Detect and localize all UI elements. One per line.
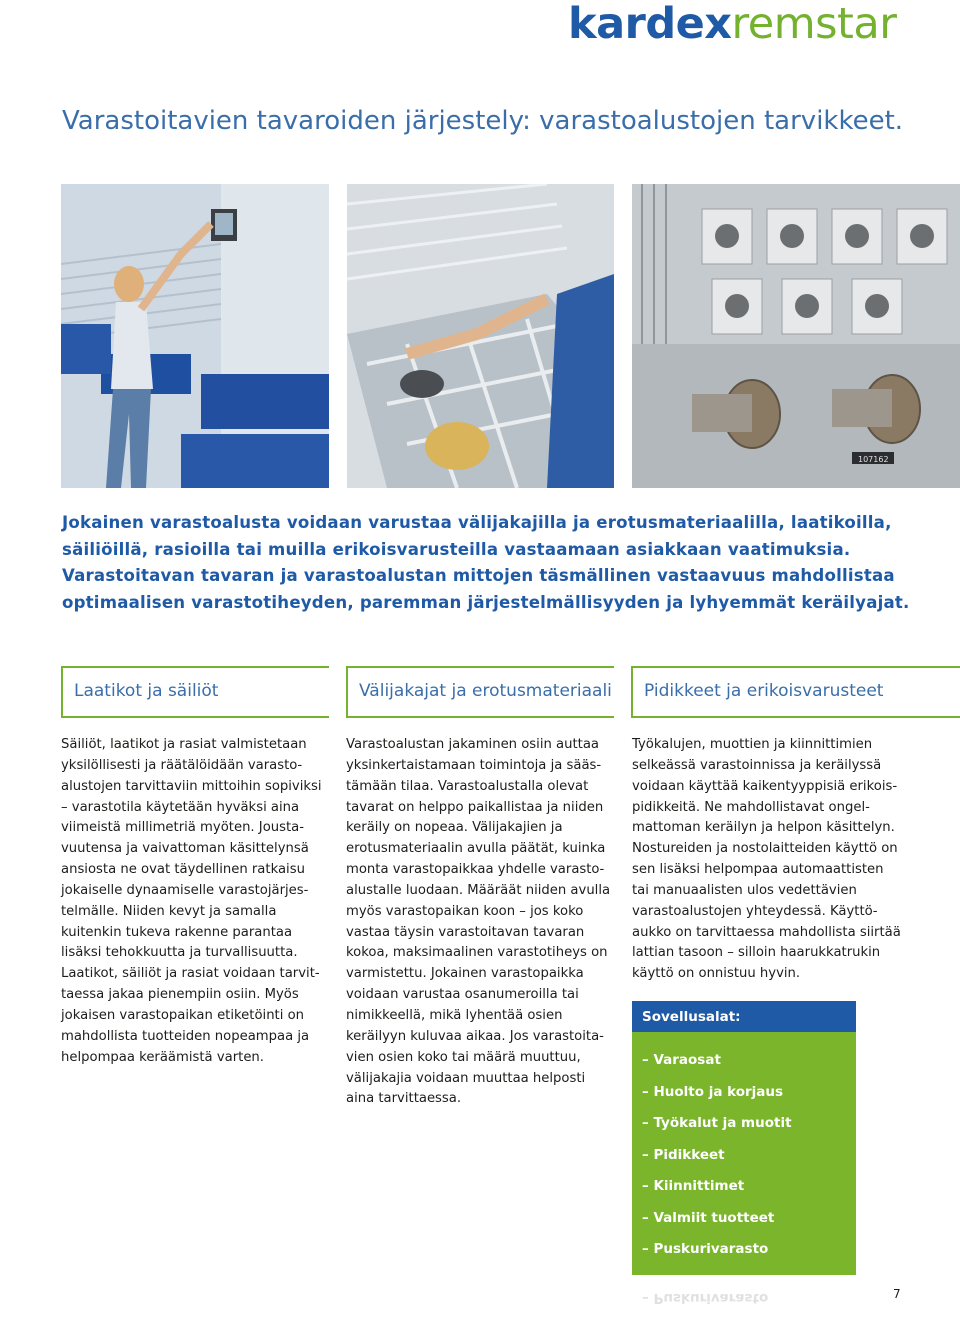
list-item: – Varaosat	[642, 1052, 721, 1068]
list-item: – Valmiit tuotteet	[642, 1209, 775, 1226]
kardex-remstar-logo: kardexremstar	[568, 0, 897, 49]
applications-box	[632, 1001, 856, 1275]
column-heading-dividers	[346, 666, 614, 718]
column-heading-boxes	[61, 666, 329, 718]
mirrored-reflection-text: – Puskurivarasto	[642, 1290, 769, 1306]
column-text-holders: Työkalujen, muottien ja kiinnittimien selkeässä varastoinnissa ja keräilyssä voidaan käyttää kaikentyyppisiä erikoispidikkeitä. Ne mahdollistavat ongelmattoman keräilyn ja helpon käsittelyn. Nostureiden ja nostolaitteiden käyttö on sen lisäksi helpompaa automaattisten tai manuaalisten ulos vedettävien varastoalustojen yhteydessä. Käyttöaukko on tarvittaessa mahdollista siirtää lattian tasoon – silloin haarukkatrukin käyttö on onnistuu hyvin.	[632, 737, 901, 982]
drawer-dividers-photo	[347, 184, 614, 488]
page-title: Varastoitavien tavaroiden järjestely: varastoalustojen tarvikkeet.	[62, 106, 904, 136]
intro-paragraph: Jokainen varastoalusta voidaan varustaa välijakajilla ja erotusmateriaalilla, laatikoilla, säiliöillä, rasioilla tai muilla erikoisvarusteilla vastaamaan asiakkaan vaatimuksia. Varastoitavan tavaran ja varastoalustan mittojen täsmällinen vastaavuus mahdollistaa optimaalisen varastotiheyden, paremman järjestelmällisyyden ja lyhyemmät keräilyajat.	[62, 513, 910, 612]
column-text-boxes: Säiliöt, laatikot ja rasiat valmistetaan yksilöllisesti ja räätälöidään varastoalustojen tarvittaviin mittoihin sopiviksi – varastotila käytetään hyväksi aina viimeistä millimetriä myöten. Joustavuutensa ja vaivattoman käsittelynsä ansiosta ne ovat täydellinen ratkaisu jokaiselle dynaamiselle varastojärjestelmälle. Niiden kevyt ja samalla kuitenkin tukeva rakenne parantaa lisäksi tehokkuutta ja turvallisuutta. Laatikot, säiliöt ja rasiat voidaan tarvittaessa jakaa pienempiin osiin. Myös jokaisen varastopaikan etiketöinti on mahdollista tuotteiden nopeampaa ja helpompaa keräämistä varten.	[61, 737, 322, 1065]
column-heading-label: Välijakajat ja erotusmateriaali	[359, 681, 612, 701]
applications-list	[632, 1045, 792, 1266]
list-item: – Puskurivarasto	[642, 1241, 769, 1257]
part-number-label: 107162	[858, 455, 889, 464]
column-heading-label: Laatikot ja säiliöt	[74, 681, 219, 701]
applications-title: Sovellusalat:	[632, 1001, 856, 1032]
column-heading-label: Pidikkeet ja erikoisvarusteet	[644, 681, 884, 701]
list-item: – Huolto ja korjaus	[642, 1083, 784, 1100]
page-number: 7	[893, 1287, 901, 1301]
gear-parts-photo	[632, 184, 960, 488]
column-heading-holders	[631, 666, 960, 718]
list-item: – Pidikkeet	[642, 1146, 725, 1163]
list-item: – Kiinnittimet	[642, 1178, 745, 1194]
list-item: – Työkalut ja muotit	[642, 1115, 792, 1131]
column-text-dividers: Varastoalustan jakaminen osiin auttaa yksinkertaistamaan toimintoja ja säästämään tilaa. Varastoalustalla olevat tavarat on helppo paikallistaa ja niiden keräily on nopeaa. Välijakajien ja erotusmateriaalin avulla päätät, kuinka monta varastopaikkaa yhdelle varastoalustalle luodaan. Määräät niiden avulla myös varastopaikan koon – jos koko vastaa täysin varastoitavan tavaran kokoa, maksimaalinen varastotiheys on varmistettu. Jokainen varastopaikka voidaan varustaa osanumeroilla tai nimikkeellä, mikä lyhentää osien keräilyyn kuluvaa aikaa. Jos varastoitavien osien koko tai määrä muuttuu, välijakajia voidaan muuttaa helposti aina tarvittaessa.	[346, 737, 611, 1107]
woman-at-lift-photo	[61, 184, 329, 488]
